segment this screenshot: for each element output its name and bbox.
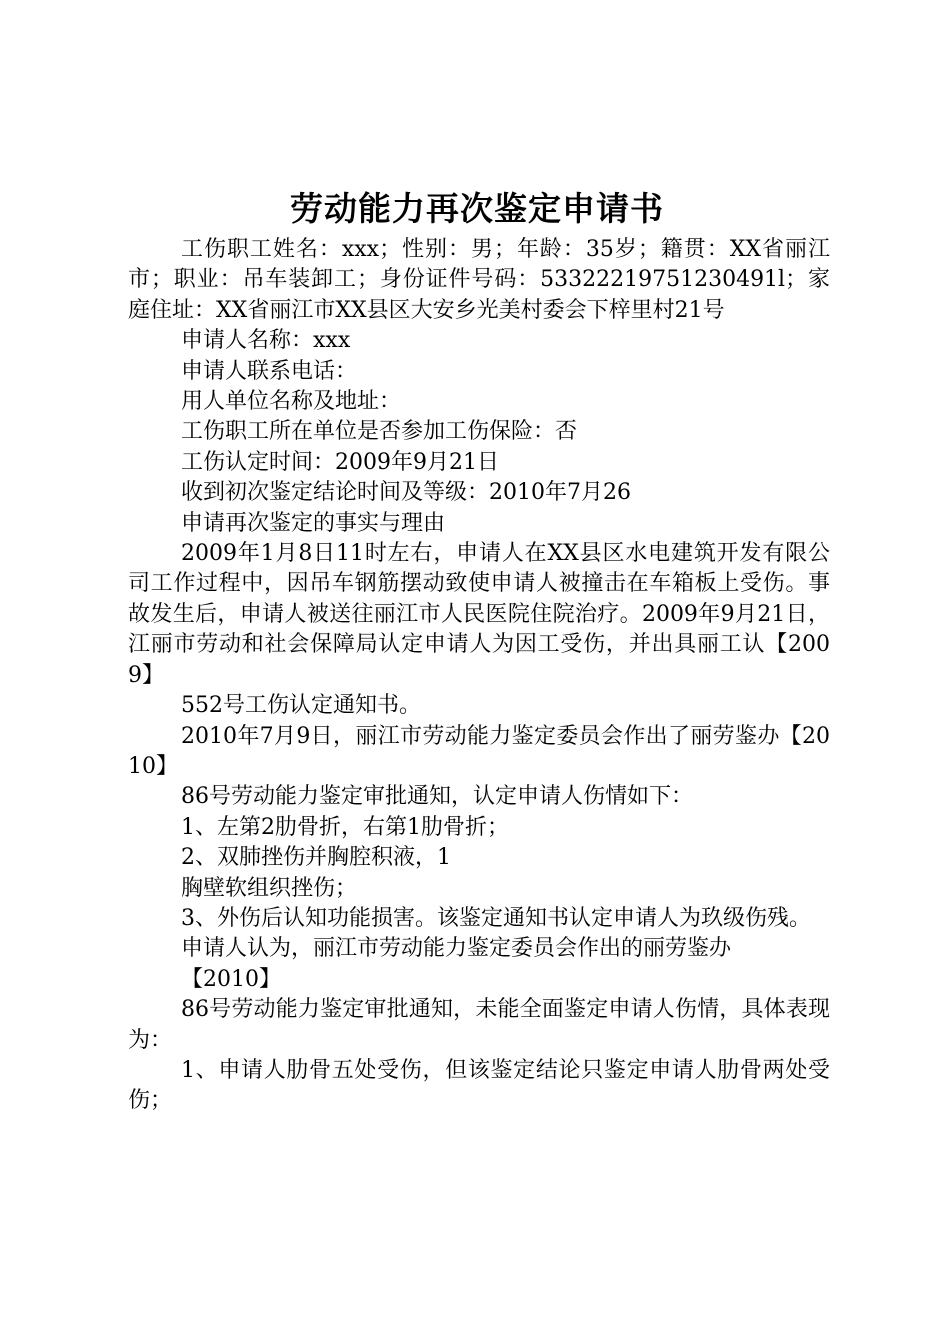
document-title: 劳动能力再次鉴定申请书	[290, 189, 664, 228]
paragraph-opinion-86: 86号劳动能力鉴定审批通知，未能全面鉴定申请人伤情，具体表现为：	[128, 997, 830, 1053]
paragraph-applicant-name: 申请人名称：xxx	[181, 328, 351, 354]
paragraph-notice-552: 552号工伤认定通知书。	[181, 693, 421, 719]
paragraph-employer: 用人单位名称及地址：	[181, 389, 402, 415]
paragraph-injury-2b: 胸壁软组织挫伤；	[181, 875, 358, 901]
paragraph-injury-2: 2、双肺挫伤并胸腔积液，1	[181, 845, 451, 871]
paragraph-notice-86: 86号劳动能力鉴定审批通知，认定申请人伤情如下：	[181, 784, 693, 810]
paragraph-worker-info: 工伤职工姓名：xxx；性别：男；年龄：35岁；籍贯：XX省丽江市；职业：吊车装卸工；身份证件号码：53322219751230491l；家庭住址：XX省丽江市XX县区大安乡光美村委会下梓里村21号	[128, 237, 830, 323]
paragraph-insurance: 工伤职工所在单位是否参加工伤保险：否	[181, 419, 578, 445]
paragraph-opinion-year: 【2010】	[181, 966, 281, 992]
paragraph-committee: 2010年7月9日，丽江市劳动能力鉴定委员会作出了丽劳鉴办【2010】	[128, 723, 830, 779]
paragraph-initial-result: 收到初次鉴定结论时间及等级：2010年7月26	[181, 480, 631, 506]
paragraph-injury-3: 3、外伤后认知功能损害。该鉴定通知书认定申请人为玖级伤残。	[181, 905, 811, 931]
paragraph-reasons-heading: 申请再次鉴定的事实与理由	[181, 510, 446, 536]
paragraph-accident: 2009年1月8日11时左右，申请人在XX县区水电建筑开发有限公司工作过程中，因吊车钢筋摆动致使申请人被撞击在车箱板上受伤。事故发生后，申请人被送往丽江市人民医院住院治疗。2009年9月21日，江丽市劳动和社会保障局认定申请人为因工受伤，并出具丽工认【2009】	[128, 541, 830, 688]
paragraph-injury-date: 工伤认定时间：2009年9月21日	[181, 449, 499, 475]
paragraph-point-1: 1、申请人肋骨五处受伤，但该鉴定结论只鉴定申请人肋骨两处受伤；	[128, 1057, 830, 1114]
paragraph-applicant-phone: 申请人联系电话：	[181, 358, 358, 384]
paragraph-opinion: 申请人认为，丽江市劳动能力鉴定委员会作出的丽劳鉴办	[181, 936, 732, 962]
paragraph-injury-1: 1、左第2肋骨折，右第1肋骨折；	[181, 814, 509, 840]
document-page	[128, 183, 830, 1117]
